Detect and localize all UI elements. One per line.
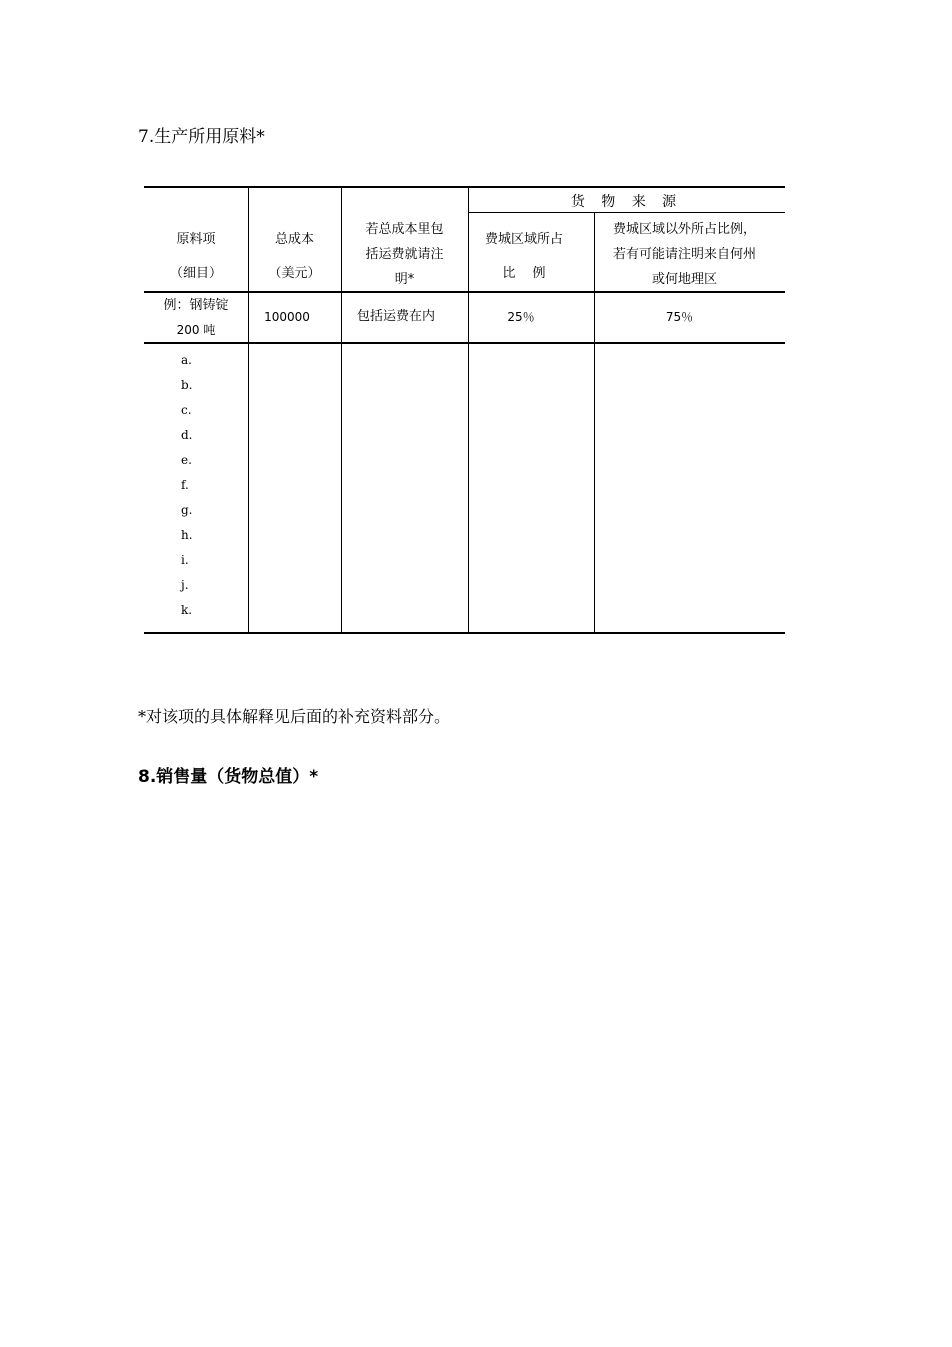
- header-item-line2: （细目）: [169, 266, 222, 281]
- row-label-e: e.: [181, 453, 192, 467]
- row-label-k: k.: [181, 603, 193, 617]
- header-inside-line2: 比 例: [502, 266, 546, 281]
- header-freight-line1: 若总成本里包: [365, 222, 444, 237]
- column-divider-3: [468, 186, 469, 633]
- row-label-d: d.: [181, 428, 193, 442]
- example-item-line1: 例：钢铸锭: [163, 298, 229, 313]
- header-inside-line1: 费城区域所占: [484, 232, 563, 247]
- header-cost-line2: （美元）: [268, 266, 321, 281]
- header-outside-line3: 或何地理区: [651, 272, 717, 287]
- goods-source-header: 货 物 来 源: [570, 194, 683, 210]
- column-divider-1: [248, 186, 249, 633]
- example-inside-percent: 25％: [507, 310, 535, 324]
- table-top-rule: [144, 186, 785, 188]
- header-cost-line1: 总成本: [274, 232, 314, 247]
- header-outside-line1: 费城区域以外所占比例，: [612, 222, 756, 237]
- example-cost: 100000: [264, 310, 310, 324]
- row-label-i: i.: [181, 553, 189, 567]
- header-freight-line2: 括运费就请注: [365, 247, 444, 262]
- header-freight-line3: 明*: [394, 272, 415, 287]
- footnote: *对该项的具体解释见后面的补充资料部分。: [138, 707, 451, 726]
- example-freight: 包括运费在内: [356, 309, 435, 324]
- row-label-b: b.: [181, 378, 193, 392]
- table-bottom-rule: [144, 632, 785, 634]
- example-outside-percent: 75％: [665, 310, 694, 324]
- row-label-c: c.: [181, 403, 192, 417]
- row-label-j: j.: [181, 578, 189, 592]
- row-label-f: f.: [181, 478, 189, 492]
- example-item-line2: 200 吨: [176, 323, 216, 337]
- section-7-title: 7.生产所用原料*: [138, 127, 265, 147]
- header-item-line1: 原料项: [176, 232, 216, 247]
- section-8-title: 8.销售量（货物总值）*: [138, 767, 319, 787]
- row-label-h: h.: [181, 528, 193, 542]
- example-bottom-rule: [144, 342, 785, 344]
- row-label-a: a.: [181, 353, 192, 367]
- header-outside-line2: 若有可能请注明来自何州: [612, 247, 756, 262]
- row-label-g: g.: [181, 503, 193, 517]
